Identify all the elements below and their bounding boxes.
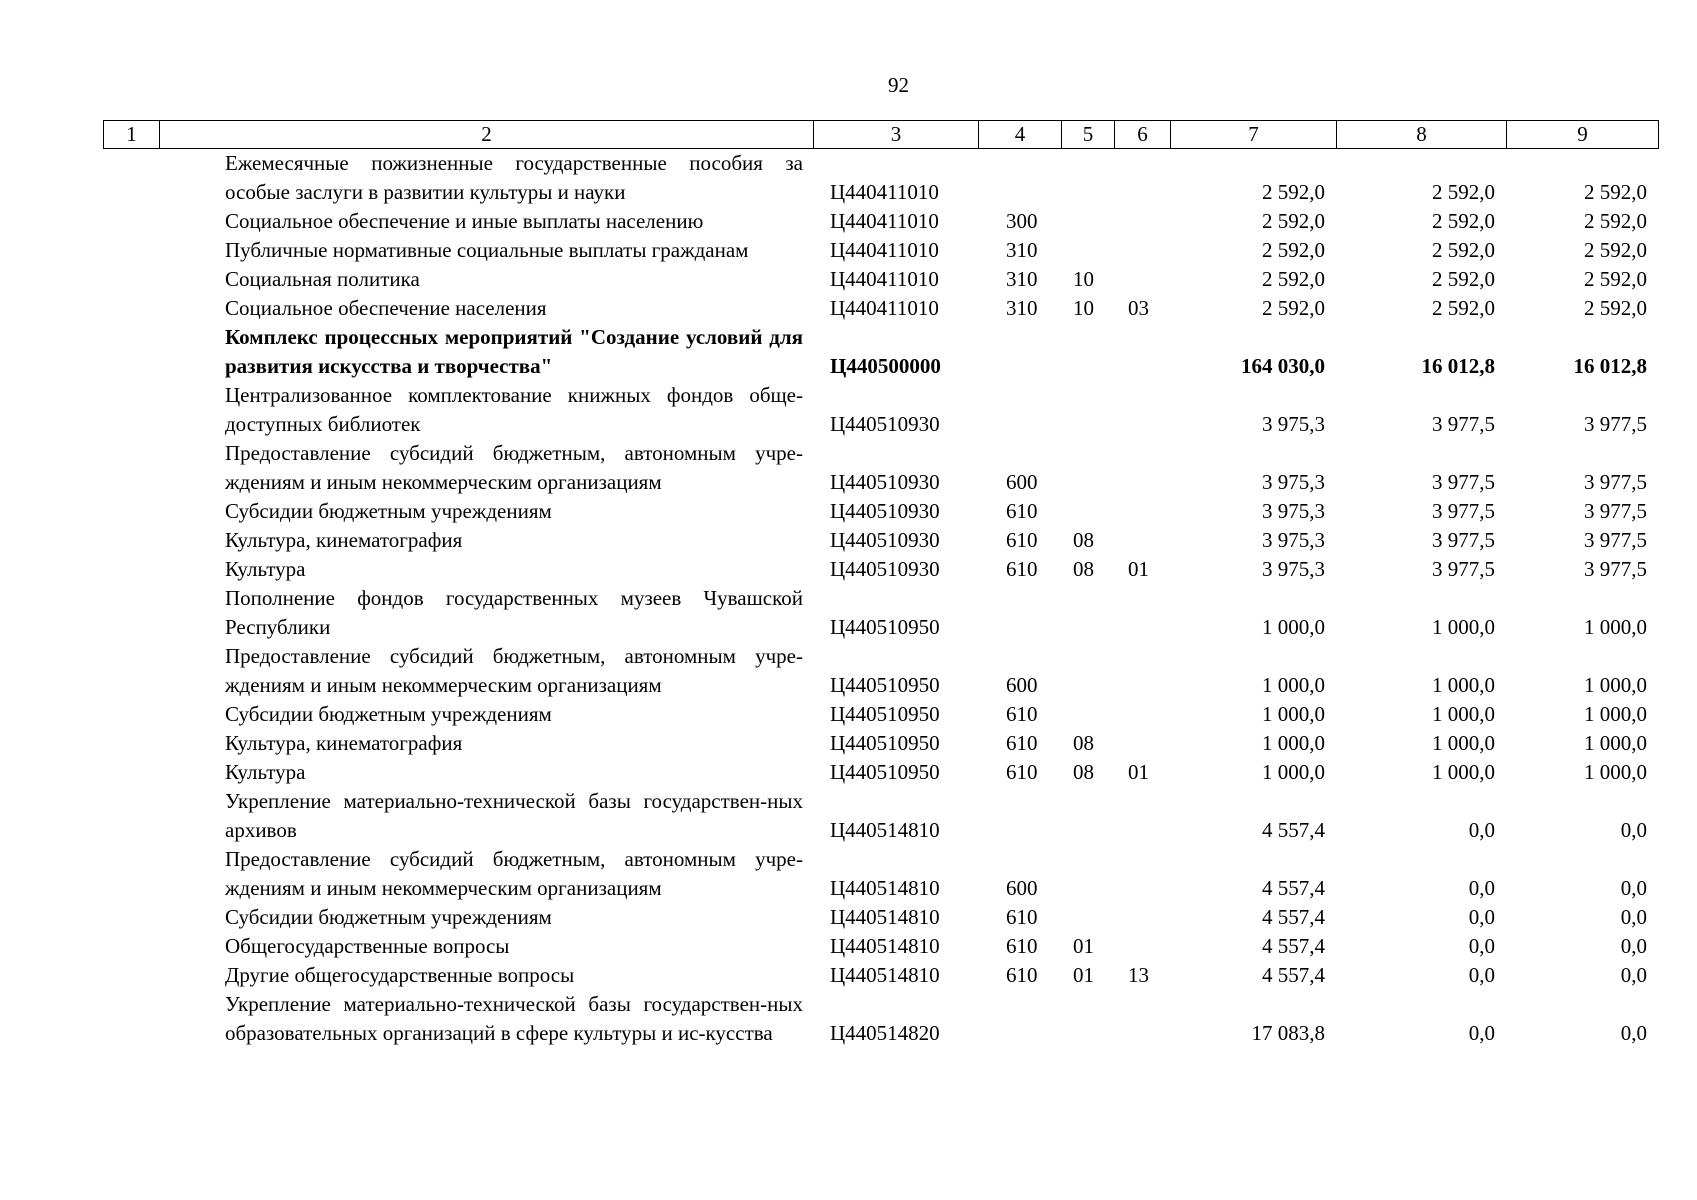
row-col5: 01 bbox=[1073, 963, 1094, 987]
row-col4 bbox=[978, 323, 1061, 381]
row-code: Ц440514810 bbox=[830, 905, 940, 929]
table-row bbox=[103, 439, 1658, 497]
row-col6 bbox=[1114, 700, 1170, 729]
cell-index bbox=[103, 149, 159, 207]
row-value-8: 3 977,5 bbox=[1432, 470, 1495, 494]
table-row bbox=[103, 323, 1658, 381]
row-value-8: 16 012,8 bbox=[1421, 354, 1495, 378]
row-value-9: 1 000,0 bbox=[1584, 615, 1647, 639]
cell-index bbox=[103, 700, 159, 729]
row-col5: 08 bbox=[1073, 528, 1094, 552]
row-name: Централизованное комплектование книжных фондов обще-доступных библиотек bbox=[225, 383, 803, 436]
row-value-9: 0,0 bbox=[1620, 818, 1647, 842]
row-col5 bbox=[1061, 439, 1114, 497]
cell-index bbox=[103, 323, 159, 381]
row-col5 bbox=[1061, 236, 1114, 265]
row-value-7: 3 975,3 bbox=[1262, 499, 1325, 523]
row-name: Пополнение фондов государственных музеев Чувашской Республики bbox=[225, 586, 803, 639]
row-value-9: 0,0 bbox=[1620, 1021, 1647, 1045]
row-col6 bbox=[1114, 265, 1170, 294]
row-value-8: 0,0 bbox=[1468, 818, 1495, 842]
row-value-8: 1 000,0 bbox=[1432, 702, 1495, 726]
row-value-9: 16 012,8 bbox=[1573, 354, 1647, 378]
row-value-7: 1 000,0 bbox=[1262, 702, 1325, 726]
row-value-7: 4 557,4 bbox=[1262, 934, 1325, 958]
row-col4 bbox=[978, 381, 1061, 439]
row-col4: 600 bbox=[1006, 673, 1038, 697]
row-value-9: 2 592,0 bbox=[1584, 209, 1647, 233]
row-col4: 610 bbox=[1006, 905, 1038, 929]
table-row bbox=[103, 729, 1658, 758]
row-col5: 10 bbox=[1073, 296, 1094, 320]
row-col6 bbox=[1114, 236, 1170, 265]
row-code: Ц440510950 bbox=[830, 760, 940, 784]
row-code: Ц440514810 bbox=[830, 818, 940, 842]
row-value-7: 2 592,0 bbox=[1262, 180, 1325, 204]
cell-index bbox=[103, 642, 159, 700]
column-header-4: 4 bbox=[979, 121, 1062, 149]
row-col4: 300 bbox=[1006, 209, 1038, 233]
row-col4: 610 bbox=[1006, 557, 1038, 581]
row-col6 bbox=[1114, 439, 1170, 497]
table-row bbox=[103, 961, 1658, 990]
row-code: Ц440500000 bbox=[830, 354, 941, 378]
row-col6 bbox=[1114, 642, 1170, 700]
cell-index bbox=[103, 265, 159, 294]
row-value-7: 2 592,0 bbox=[1262, 209, 1325, 233]
row-name: Общегосударственные вопросы bbox=[225, 934, 510, 958]
row-value-9: 3 977,5 bbox=[1584, 557, 1647, 581]
row-col5 bbox=[1061, 149, 1114, 207]
row-col5 bbox=[1061, 845, 1114, 903]
column-header-5: 5 bbox=[1062, 121, 1115, 149]
row-value-8: 2 592,0 bbox=[1432, 267, 1495, 291]
row-value-9: 1 000,0 bbox=[1584, 760, 1647, 784]
row-name: Укрепление материально-технической базы государствен-ных образовательных организаций в сфере культуры и ис-кусства bbox=[225, 992, 803, 1045]
row-value-7: 2 592,0 bbox=[1262, 296, 1325, 320]
row-col4: 310 bbox=[1006, 296, 1038, 320]
row-value-9: 2 592,0 bbox=[1584, 267, 1647, 291]
row-value-9: 2 592,0 bbox=[1584, 180, 1647, 204]
row-value-7: 4 557,4 bbox=[1262, 905, 1325, 929]
cell-index bbox=[103, 526, 159, 555]
column-header-9: 9 bbox=[1507, 121, 1659, 149]
cell-index bbox=[103, 555, 159, 584]
row-col6: 13 bbox=[1128, 963, 1149, 987]
row-col4 bbox=[978, 149, 1061, 207]
row-col4: 610 bbox=[1006, 731, 1038, 755]
row-value-9: 0,0 bbox=[1620, 905, 1647, 929]
row-code: Ц440510930 bbox=[830, 528, 940, 552]
table-row bbox=[103, 294, 1658, 323]
row-value-8: 0,0 bbox=[1468, 1021, 1495, 1045]
row-col6 bbox=[1114, 932, 1170, 961]
row-col6 bbox=[1114, 584, 1170, 642]
table-row bbox=[103, 845, 1658, 903]
row-value-9: 3 977,5 bbox=[1584, 470, 1647, 494]
row-col4: 610 bbox=[1006, 963, 1038, 987]
row-col5: 10 bbox=[1073, 267, 1094, 291]
row-col6 bbox=[1114, 207, 1170, 236]
row-col4: 310 bbox=[1006, 267, 1038, 291]
row-value-9: 0,0 bbox=[1620, 876, 1647, 900]
table-row bbox=[103, 932, 1658, 961]
row-col4: 610 bbox=[1006, 528, 1038, 552]
row-value-9: 2 592,0 bbox=[1584, 238, 1647, 262]
row-name: Культура, кинематография bbox=[225, 731, 463, 755]
row-col6 bbox=[1114, 990, 1170, 1048]
row-name: Социальное обеспечение и иные выплаты населению bbox=[225, 209, 704, 233]
row-value-7: 3 975,3 bbox=[1262, 412, 1325, 436]
table-row bbox=[103, 526, 1658, 555]
row-value-8: 0,0 bbox=[1468, 905, 1495, 929]
row-value-9: 2 592,0 bbox=[1584, 296, 1647, 320]
column-header-row bbox=[103, 120, 1659, 149]
row-value-7: 3 975,3 bbox=[1262, 557, 1325, 581]
cell-index bbox=[103, 729, 159, 758]
row-name: Субсидии бюджетным учреждениям bbox=[225, 905, 552, 929]
table-body bbox=[103, 149, 1658, 1048]
row-name: Предоставление субсидий бюджетным, автономным учре-ждениям и иным некоммерческим организациям bbox=[225, 644, 803, 697]
row-col6 bbox=[1114, 323, 1170, 381]
row-value-7: 4 557,4 bbox=[1262, 876, 1325, 900]
row-value-9: 0,0 bbox=[1620, 934, 1647, 958]
budget-table bbox=[103, 149, 1658, 1048]
row-code: Ц440411010 bbox=[830, 267, 939, 291]
table-row bbox=[103, 381, 1658, 439]
row-value-7: 1 000,0 bbox=[1262, 731, 1325, 755]
row-name: Культура, кинематография bbox=[225, 528, 463, 552]
row-code: Ц440411010 bbox=[830, 238, 939, 262]
cell-index bbox=[103, 294, 159, 323]
cell-index bbox=[103, 990, 159, 1048]
page-number: 92 bbox=[888, 73, 909, 97]
row-value-8: 0,0 bbox=[1468, 876, 1495, 900]
row-value-9: 0,0 bbox=[1620, 963, 1647, 987]
row-col4: 600 bbox=[1006, 470, 1038, 494]
column-header-7: 7 bbox=[1171, 121, 1337, 149]
row-value-7: 4 557,4 bbox=[1262, 818, 1325, 842]
row-code: Ц440510930 bbox=[830, 412, 940, 436]
cell-index bbox=[103, 845, 159, 903]
cell-index bbox=[103, 236, 159, 265]
column-header-3: 3 bbox=[814, 121, 979, 149]
row-col4: 610 bbox=[1006, 760, 1038, 784]
row-value-7: 164 030,0 bbox=[1241, 354, 1325, 378]
row-col4: 600 bbox=[1006, 876, 1038, 900]
row-value-8: 0,0 bbox=[1468, 963, 1495, 987]
table-row bbox=[103, 584, 1658, 642]
table-row bbox=[103, 265, 1658, 294]
row-name: Социальное обеспечение населения bbox=[225, 296, 547, 320]
row-value-8: 1 000,0 bbox=[1432, 615, 1495, 639]
row-code: Ц440510950 bbox=[830, 673, 940, 697]
row-col5 bbox=[1061, 497, 1114, 526]
row-col6 bbox=[1114, 729, 1170, 758]
row-value-9: 3 977,5 bbox=[1584, 412, 1647, 436]
row-col5 bbox=[1061, 642, 1114, 700]
row-value-7: 1 000,0 bbox=[1262, 760, 1325, 784]
row-name: Публичные нормативные социальные выплаты гражданам bbox=[225, 238, 749, 262]
row-value-9: 1 000,0 bbox=[1584, 702, 1647, 726]
table-row bbox=[103, 787, 1658, 845]
row-value-7: 1 000,0 bbox=[1262, 615, 1325, 639]
column-header-2: 2 bbox=[160, 121, 814, 149]
row-col4 bbox=[978, 787, 1061, 845]
row-name: Другие общегосударственные вопросы bbox=[225, 963, 575, 987]
row-col6: 03 bbox=[1128, 296, 1149, 320]
row-code: Ц440510950 bbox=[830, 731, 940, 755]
row-col4 bbox=[978, 584, 1061, 642]
cell-index bbox=[103, 207, 159, 236]
table-row bbox=[103, 758, 1658, 787]
row-value-8: 3 977,5 bbox=[1432, 499, 1495, 523]
row-col5 bbox=[1061, 323, 1114, 381]
cell-index bbox=[103, 497, 159, 526]
row-value-9: 3 977,5 bbox=[1584, 499, 1647, 523]
row-code: Ц440514810 bbox=[830, 934, 940, 958]
row-name: Комплекс процессных мероприятий "Создание условий для развития искусства и творчества" bbox=[225, 325, 803, 378]
row-code: Ц440514820 bbox=[830, 1021, 940, 1045]
row-value-7: 2 592,0 bbox=[1262, 267, 1325, 291]
row-col5 bbox=[1061, 787, 1114, 845]
row-value-8: 3 977,5 bbox=[1432, 557, 1495, 581]
row-value-7: 1 000,0 bbox=[1262, 673, 1325, 697]
row-code: Ц440510930 bbox=[830, 557, 940, 581]
row-value-8: 2 592,0 bbox=[1432, 209, 1495, 233]
row-col6: 01 bbox=[1128, 557, 1149, 581]
row-value-7: 2 592,0 bbox=[1262, 238, 1325, 262]
table-row bbox=[103, 903, 1658, 932]
row-name: Субсидии бюджетным учреждениям bbox=[225, 499, 552, 523]
row-code: Ц440514810 bbox=[830, 876, 940, 900]
table-row bbox=[103, 497, 1658, 526]
column-header-8: 8 bbox=[1337, 121, 1507, 149]
row-name: Культура bbox=[225, 760, 306, 784]
row-col6 bbox=[1114, 497, 1170, 526]
row-value-9: 1 000,0 bbox=[1584, 731, 1647, 755]
table-row bbox=[103, 236, 1658, 265]
row-col6: 01 bbox=[1128, 760, 1149, 784]
row-name: Предоставление субсидий бюджетным, автономным учре-ждениям и иным некоммерческим организациям bbox=[225, 441, 803, 494]
row-col6 bbox=[1114, 845, 1170, 903]
cell-index bbox=[103, 439, 159, 497]
row-name: Укрепление материально-технической базы государствен-ных архивов bbox=[225, 789, 803, 842]
table-row bbox=[103, 990, 1658, 1048]
row-code: Ц440510950 bbox=[830, 702, 940, 726]
row-value-9: 1 000,0 bbox=[1584, 673, 1647, 697]
row-col6 bbox=[1114, 903, 1170, 932]
row-value-8: 3 977,5 bbox=[1432, 412, 1495, 436]
row-col4 bbox=[978, 990, 1061, 1048]
row-code: Ц440411010 bbox=[830, 296, 939, 320]
row-value-8: 0,0 bbox=[1468, 934, 1495, 958]
cell-index bbox=[103, 584, 159, 642]
row-name: Предоставление субсидий бюджетным, автономным учре-ждениям и иным некоммерческим организациям bbox=[225, 847, 803, 900]
row-col5 bbox=[1061, 584, 1114, 642]
row-col6 bbox=[1114, 787, 1170, 845]
row-value-9: 3 977,5 bbox=[1584, 528, 1647, 552]
row-value-7: 4 557,4 bbox=[1262, 963, 1325, 987]
row-col5 bbox=[1061, 700, 1114, 729]
row-col5: 08 bbox=[1073, 731, 1094, 755]
row-col5 bbox=[1061, 990, 1114, 1048]
row-col6 bbox=[1114, 149, 1170, 207]
row-col4: 610 bbox=[1006, 702, 1038, 726]
row-code: Ц440411010 bbox=[830, 180, 939, 204]
cell-index bbox=[103, 787, 159, 845]
row-col5 bbox=[1061, 903, 1114, 932]
column-header-6: 6 bbox=[1115, 121, 1171, 149]
table-row bbox=[103, 149, 1658, 207]
row-code: Ц440510930 bbox=[830, 470, 940, 494]
table-row bbox=[103, 207, 1658, 236]
row-value-7: 17 083,8 bbox=[1251, 1021, 1325, 1045]
cell-index bbox=[103, 903, 159, 932]
row-value-8: 1 000,0 bbox=[1432, 731, 1495, 755]
row-value-7: 3 975,3 bbox=[1262, 528, 1325, 552]
row-name: Социальная политика bbox=[225, 267, 420, 291]
row-col5: 08 bbox=[1073, 557, 1094, 581]
row-code: Ц440510930 bbox=[830, 499, 940, 523]
row-value-8: 1 000,0 bbox=[1432, 673, 1495, 697]
table-row bbox=[103, 555, 1658, 584]
row-value-8: 2 592,0 bbox=[1432, 296, 1495, 320]
row-name: Культура bbox=[225, 557, 306, 581]
row-value-7: 3 975,3 bbox=[1262, 470, 1325, 494]
row-code: Ц440514810 bbox=[830, 963, 940, 987]
row-value-8: 1 000,0 bbox=[1432, 760, 1495, 784]
row-col5: 01 bbox=[1073, 934, 1094, 958]
row-code: Ц440411010 bbox=[830, 209, 939, 233]
row-value-8: 3 977,5 bbox=[1432, 528, 1495, 552]
row-col5 bbox=[1061, 207, 1114, 236]
cell-index bbox=[103, 381, 159, 439]
cell-index bbox=[103, 961, 159, 990]
row-value-8: 2 592,0 bbox=[1432, 180, 1495, 204]
row-name: Ежемесячные пожизненные государственные пособия за особые заслуги в развитии культуры и науки bbox=[225, 151, 803, 204]
row-value-8: 2 592,0 bbox=[1432, 238, 1495, 262]
row-col5 bbox=[1061, 381, 1114, 439]
table-row bbox=[103, 700, 1658, 729]
cell-index bbox=[103, 932, 159, 961]
row-name: Субсидии бюджетным учреждениям bbox=[225, 702, 552, 726]
row-col4: 610 bbox=[1006, 499, 1038, 523]
table-row bbox=[103, 642, 1658, 700]
column-header-1: 1 bbox=[104, 121, 160, 149]
row-col6 bbox=[1114, 381, 1170, 439]
row-col4: 610 bbox=[1006, 934, 1038, 958]
row-col5: 08 bbox=[1073, 760, 1094, 784]
row-code: Ц440510950 bbox=[830, 615, 940, 639]
row-col6 bbox=[1114, 526, 1170, 555]
row-col4: 310 bbox=[1006, 238, 1038, 262]
cell-index bbox=[103, 758, 159, 787]
